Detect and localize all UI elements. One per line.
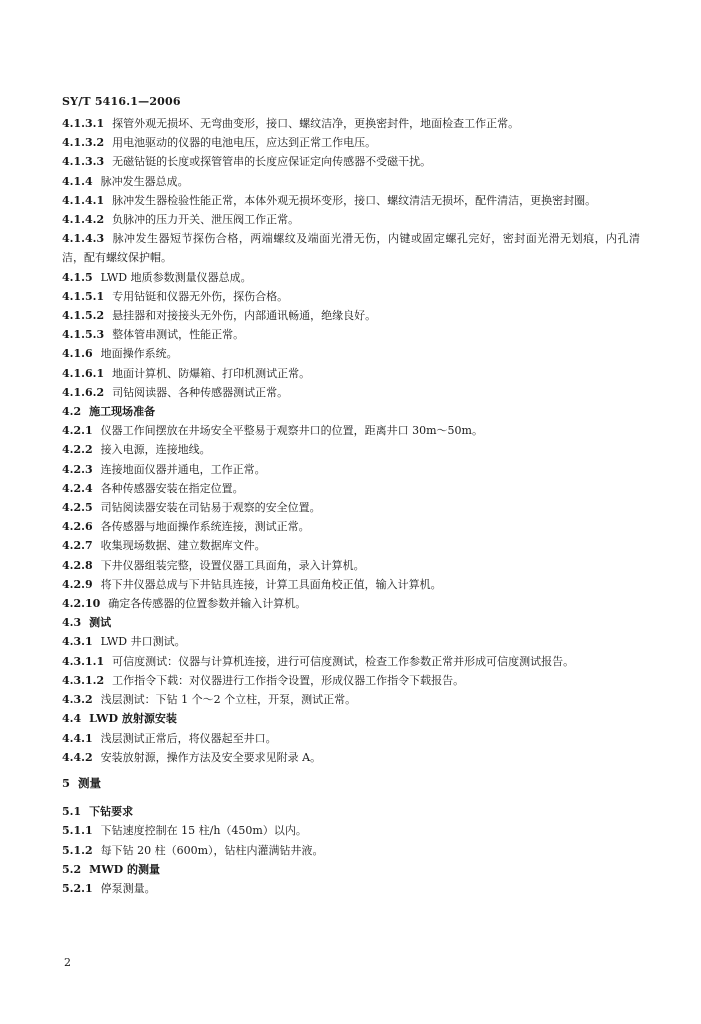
clause-number: 4.3.1.2 bbox=[62, 673, 105, 687]
clause-line bbox=[62, 172, 640, 191]
clause-number: 4.2.6 bbox=[62, 520, 93, 534]
clause-line bbox=[62, 709, 640, 728]
clause-line bbox=[62, 879, 640, 898]
clause-number: 4.2.1 bbox=[62, 424, 93, 438]
clause-text: 将下井仪器总成与下井钻具连接，计算工具面角校正值，输入计算机。 bbox=[100, 577, 442, 591]
clause-line bbox=[62, 306, 640, 325]
clause-text: 司钻阅读器、各种传感器测试正常。 bbox=[112, 385, 289, 399]
clause-line bbox=[62, 652, 640, 671]
clause-text: 各种传感器安装在指定位置。 bbox=[100, 481, 244, 495]
clause-line bbox=[62, 575, 640, 594]
clause-line bbox=[62, 383, 640, 402]
clause-number: 4.2.10 bbox=[62, 597, 101, 611]
clause-number: 4.2.9 bbox=[62, 577, 93, 591]
clause-text: 负脉冲的压力开关、泄压阀工作正常。 bbox=[112, 213, 300, 227]
clause-line bbox=[62, 479, 640, 498]
clause-line bbox=[62, 460, 640, 479]
clause-text: MWD 的测量 bbox=[89, 862, 161, 876]
clause-text: LWD 放射源安装 bbox=[89, 712, 177, 726]
clause-text: 整体管串测试，性能正常。 bbox=[112, 328, 245, 342]
clause-number: 4.1.5 bbox=[62, 270, 93, 284]
clause-line bbox=[62, 860, 640, 879]
clause-text: 各传感器与地面操作系统连接，测试正常。 bbox=[100, 520, 310, 534]
clause-text: 司钻阅读器安装在司钻易于观察的安全位置。 bbox=[100, 501, 321, 515]
clause-number: 4.1.6.2 bbox=[62, 385, 105, 399]
clause-line bbox=[62, 229, 640, 267]
clause-text: 停泵测量。 bbox=[100, 881, 156, 895]
clause-text: 下井仪器组装完整，设置仪器工具面角，录入计算机。 bbox=[100, 558, 365, 572]
clause-line bbox=[62, 364, 640, 383]
clause-number: 4.2.2 bbox=[62, 443, 93, 457]
clause-text: 探管外观无损坏、无弯曲变形，接口、螺纹洁净，更换密封件，地面检查工作正常。 bbox=[112, 117, 520, 130]
clause-number: 4.1.4 bbox=[62, 174, 93, 188]
clause-text: 接入电源，连接地线。 bbox=[100, 443, 211, 457]
clause-text: 用电池驱动的仪器的电池电压，应达到正常工作电压。 bbox=[112, 136, 377, 150]
clause-line bbox=[62, 133, 640, 152]
clause-line bbox=[62, 690, 640, 709]
clause-text: LWD 地质参数测量仪器总成。 bbox=[100, 270, 252, 284]
clause-text: 收集现场数据、建立数据库文件。 bbox=[100, 539, 266, 553]
clause-number: 4.3.1.1 bbox=[62, 654, 105, 668]
clause-text: 地面操作系统。 bbox=[100, 347, 178, 361]
clause-line bbox=[62, 344, 640, 363]
clause-number: 4.1.4.2 bbox=[62, 213, 105, 227]
clause-number: 4.2.5 bbox=[62, 501, 93, 515]
clause-line bbox=[62, 748, 640, 767]
clause-text: 浅层测试正常后，将仪器起至井口。 bbox=[100, 731, 277, 745]
clause-text: 施工现场准备 bbox=[89, 405, 156, 419]
clause-number: 4.4.2 bbox=[62, 750, 93, 764]
clause-number: 5.1.2 bbox=[62, 843, 93, 857]
clause-number: 5 bbox=[62, 775, 71, 790]
clause-number: 4.2 bbox=[62, 405, 82, 419]
clause-number: 4.2.3 bbox=[62, 462, 93, 476]
clause-line bbox=[62, 774, 640, 793]
clause-number: 4.3.1 bbox=[62, 635, 93, 649]
clause-number: 4.1.5.2 bbox=[62, 309, 105, 323]
clause-text: 浅层测试：下钻 1 个～2 个立柱，开泵，测试正常。 bbox=[100, 693, 357, 707]
clause-number: 5.1.1 bbox=[62, 824, 93, 838]
clause-number: 4.2.4 bbox=[62, 481, 93, 495]
clause-text: 可信度测试：仪器与计算机连接，进行可信度测试，检查工作参数正常并形成可信度测试报告。 bbox=[112, 654, 575, 668]
clause-text: 下钻要求 bbox=[89, 805, 134, 819]
clause-number: 4.1.6.1 bbox=[62, 366, 105, 380]
clause-line bbox=[62, 287, 640, 306]
clause-line bbox=[62, 729, 640, 748]
clause-line bbox=[62, 841, 640, 860]
clause-text: 连接地面仪器并通电，工作正常。 bbox=[100, 462, 266, 476]
clause-text: 脉冲发生器总成。 bbox=[100, 174, 189, 188]
clause-number: 4.1.3.3 bbox=[62, 155, 105, 169]
clause-text: 安装放射源，操作方法及安全要求见附录 A。 bbox=[100, 750, 322, 764]
clause-number: 4.4.1 bbox=[62, 731, 93, 745]
clause-number: 4.2.7 bbox=[62, 539, 93, 553]
clause-text: LWD 井口测试。 bbox=[100, 635, 186, 649]
clause-line bbox=[62, 210, 640, 229]
clause-text: 工作指令下载：对仪器进行工作指令设置，形成仪器工作指令下载报告。 bbox=[112, 673, 465, 687]
clause-text: 下钻速度控制在 15 柱/h（450m）以内。 bbox=[100, 824, 307, 838]
clause-text: 测试 bbox=[89, 616, 112, 630]
clause-line bbox=[62, 632, 640, 651]
clause-text: 仪器工作间摆放在井场安全平整易于观察井口的位置，距离井口 30m～50m。 bbox=[100, 424, 483, 438]
clause-line bbox=[62, 152, 640, 171]
clause-text: 悬挂器和对接接头无外伤，内部通讯畅通，绝缘良好。 bbox=[112, 309, 377, 323]
clause-line bbox=[62, 498, 640, 517]
clause-number: 4.4 bbox=[62, 712, 82, 726]
clause-text: 专用钻铤和仪器无外伤，探伤合格。 bbox=[112, 289, 289, 303]
clause-line bbox=[62, 821, 640, 840]
clause-number: 5.2.1 bbox=[62, 881, 93, 895]
clause-line bbox=[62, 268, 640, 287]
clause-number: 4.1.5.1 bbox=[62, 289, 105, 303]
clause-line bbox=[62, 671, 640, 690]
clause-number: 4.1.3.1 bbox=[62, 117, 105, 130]
standard-header: SY/T 5416.1—2006 bbox=[62, 95, 181, 108]
clause-line bbox=[62, 517, 640, 536]
clause-number: 4.3.2 bbox=[62, 693, 93, 707]
clause-line bbox=[62, 594, 640, 613]
clause-line bbox=[62, 440, 640, 459]
clause-number: 5.2 bbox=[62, 862, 82, 876]
clause-number: 4.1.4.1 bbox=[62, 193, 105, 207]
clause-number: 4.1.5.3 bbox=[62, 328, 105, 342]
clause-number: 5.1 bbox=[62, 805, 82, 819]
clause-text: 地面计算机、防爆箱、打印机测试正常。 bbox=[112, 366, 311, 380]
clause-text: 脉冲发生器检验性能正常，本体外观无损坏变形，接口、螺纹清洁无损坏，配件清洁，更换密封圈。 bbox=[112, 193, 597, 207]
clause-text: 无磁钻铤的长度或探管管串的长度应保证定向传感器不受磁干扰。 bbox=[112, 155, 432, 169]
clause-number: 4.1.4.3 bbox=[62, 232, 105, 246]
clause-line bbox=[62, 325, 640, 344]
clause-line bbox=[62, 556, 640, 575]
clause-text: 测量 bbox=[78, 775, 102, 790]
clause-line bbox=[62, 613, 640, 632]
clause-line bbox=[62, 536, 640, 555]
clause-number: 4.3 bbox=[62, 616, 82, 630]
clause-number: 4.1.6 bbox=[62, 347, 93, 361]
clause-text: 每下钻 20 柱（600m），钻柱内灌满钻井液。 bbox=[100, 843, 324, 857]
clause-line bbox=[62, 802, 640, 821]
clause-line bbox=[62, 114, 640, 133]
page-number: 2 bbox=[64, 956, 71, 969]
clause-number: 4.2.8 bbox=[62, 558, 93, 572]
clause-line bbox=[62, 421, 640, 440]
clause-text: 确定各传感器的位置参数并输入计算机。 bbox=[108, 597, 307, 611]
document-body bbox=[62, 114, 640, 898]
clause-line bbox=[62, 191, 640, 210]
clause-line bbox=[62, 402, 640, 421]
clause-number: 4.1.3.2 bbox=[62, 136, 105, 150]
clause-text: 脉冲发生器短节探伤合格，两端螺纹及端面光滑无伤，内键或固定螺孔完好，密封面光滑无划痕，内孔清洁，配有螺纹保护帽。 bbox=[62, 232, 640, 265]
